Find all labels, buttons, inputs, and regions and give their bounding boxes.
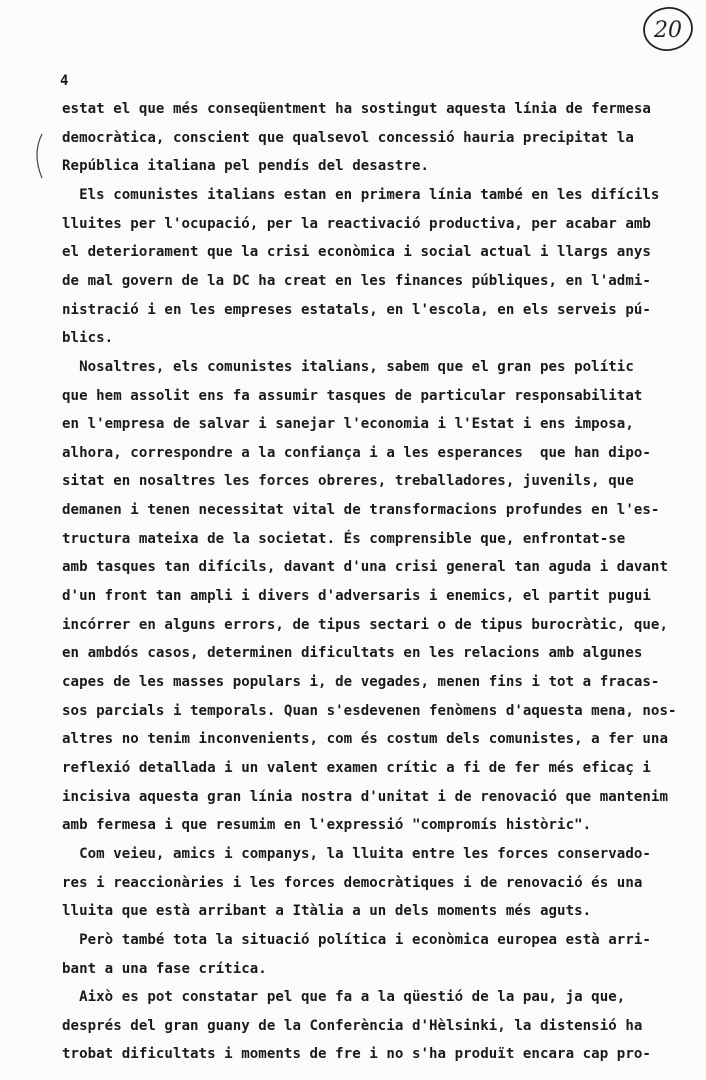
text-line: el deteriorament que la crisi econòmica i social actual i llargs anys [62, 244, 651, 260]
text-line: bant a una fase crítica. [62, 961, 267, 977]
text-line: res i reaccionàries i les forces democràtiques i de renovació és una [62, 875, 643, 891]
text-line: reflexió detallada i un valent examen crític a fi de fer més eficaç i [62, 760, 651, 776]
text-line: lluita que està arribant a Itàlia a un dels moments més aguts. [62, 903, 592, 919]
archive-number-circle [640, 4, 696, 54]
text-line: sitat en nosaltres les forces obreres, treballadores, juvenils, que [62, 473, 634, 489]
margin-bracket-mark [30, 132, 46, 180]
text-line: amb tasques tan difícils, davant d'una crisi general tan aguda i davant [62, 559, 668, 575]
text-line: Això es pot constatar pel que fa a la qüestió de la pau, ja que, [62, 989, 626, 1005]
text-line: de mal govern de la DC ha creat en les finances públiques, en l'admi- [62, 273, 651, 289]
text-line: Nosaltres, els comunistes italians, sabem que el gran pes polític [62, 359, 634, 375]
text-line: d'un front tan ampli i divers d'adversaris i enemics, el partit pugui [62, 588, 651, 604]
text-line: en ambdós casos, determinen dificultats en les relacions amb algunes [62, 645, 643, 661]
handwritten-circle-icon [640, 4, 696, 54]
text-line: sos parcials i temporals. Quan s'esdevenen fenòmens d'aquesta mena, nos- [62, 703, 677, 719]
page-number: 4 [60, 73, 69, 89]
text-line: tructura mateixa de la societat. És comprensible que, enfrontat-se [62, 531, 626, 547]
text-line: capes de les masses populars i, de vegades, menen fins i tot a fracas- [62, 674, 660, 690]
text-line: que hem assolit ens fa assumir tasques de particular responsabilitat [62, 388, 643, 404]
text-line: incisiva aquesta gran línia nostra d'unitat i de renovació que mantenim [62, 789, 668, 805]
text-line: Com veieu, amics i companys, la lluita entre les forces conservado- [62, 846, 651, 862]
text-line: incórrer en alguns errors, de tipus sectari o de tipus burocràtic, que, [62, 617, 668, 633]
text-line: altres no tenim inconvenients, com és costum dels comunistes, a fer una [62, 731, 668, 747]
text-line: estat el que més conseqüentment ha sostingut aquesta línia de fermesa [62, 101, 651, 117]
text-line: nistració i en les empreses estatals, en l'escola, en els serveis pú- [62, 302, 651, 318]
text-line: en l'empresa de salvar i sanejar l'economia i l'Estat i ens imposa, [62, 416, 634, 432]
text-line: trobat dificultats i moments de fre i no s'ha produït encara cap pro- [62, 1046, 651, 1062]
text-line: Però també tota la situació política i econòmica europea està arri- [62, 932, 651, 948]
archive-number: 20 [654, 18, 682, 43]
text-line: democràtica, conscient que qualsevol concessió hauria precipitat la [62, 130, 634, 146]
text-line: República italiana pel pendís del desastre. [62, 158, 430, 174]
text-line: després del gran guany de la Conferència d'Hèlsinki, la distensió ha [62, 1018, 643, 1034]
text-line: Els comunistes italians estan en primera línia també en les difícils [62, 187, 660, 203]
text-line: alhora, correspondre a la confiança i a les esperances que han dipo- [62, 445, 651, 461]
text-line: blics. [62, 330, 114, 346]
text-line: lluites per l'ocupació, per la reactivació productiva, per acabar amb [62, 216, 651, 232]
text-line: amb fermesa i que resumim en l'expressió "compromís històric". [62, 817, 592, 833]
text-line: demanen i tenen necessitat vital de transformacions profundes en l'es- [62, 502, 660, 518]
